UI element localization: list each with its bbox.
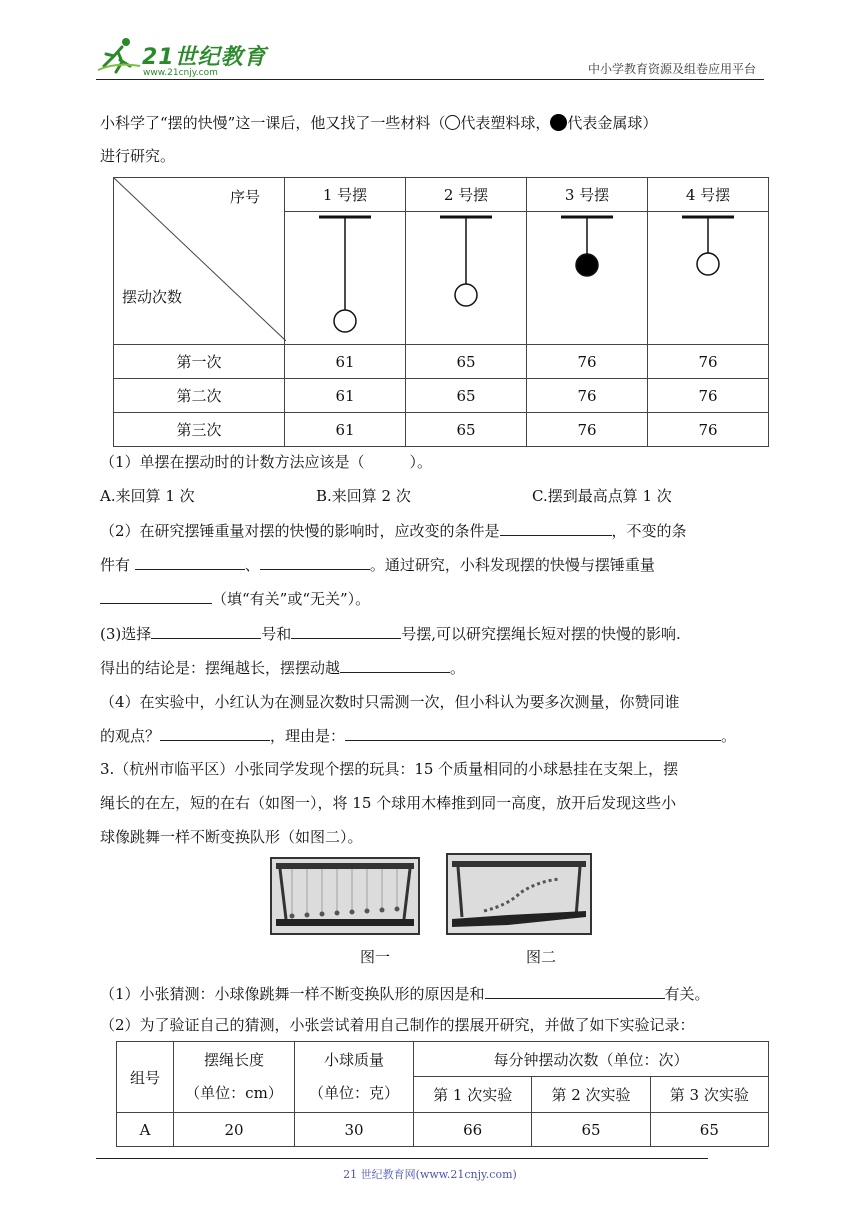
answer-blank[interactable] xyxy=(500,517,612,536)
metal-ball-icon xyxy=(550,114,567,131)
q3-text-b: 号和 xyxy=(261,625,292,643)
row-label: 第一次 xyxy=(114,345,285,379)
question-3 xyxy=(100,617,765,685)
figure-1-photo xyxy=(270,857,420,935)
answer-blank[interactable] xyxy=(345,722,721,741)
logo-text: 21世纪教育 xyxy=(142,45,267,70)
diagonal-line xyxy=(114,178,286,341)
cell-value: 76 xyxy=(527,413,648,447)
problem-3-question-1 xyxy=(100,980,780,1007)
trial-header: 第 1 次实验 xyxy=(414,1077,532,1113)
q2-text-a: （2）在研究摆锤重量对摆的快慢的影响时，应改变的条件是 xyxy=(100,522,500,540)
q3-text-e: 。 xyxy=(450,659,466,677)
intro-text-line2: 进行研究。 xyxy=(100,147,176,165)
mass-header-label: 小球质量 xyxy=(323,1051,384,1069)
group-cell: A xyxy=(117,1113,174,1147)
table-row xyxy=(114,413,769,447)
trial-cell: 65 xyxy=(650,1113,768,1147)
p3q1-text-a: （1）小张猜测：小球像跳舞一样不断变换队形的原因是和 xyxy=(100,985,485,1003)
runner-logo-icon xyxy=(96,36,142,76)
cell-value: 61 xyxy=(285,413,406,447)
q3-text-c: 号摆,可以研究摆绳长短对摆的快慢的影响. xyxy=(401,625,681,643)
pendulum-toy-dancing-image xyxy=(448,855,590,933)
trial-cell: 66 xyxy=(414,1113,532,1147)
answer-blank[interactable] xyxy=(151,620,261,639)
row-label: 第二次 xyxy=(114,379,285,413)
q2-text-d: 、 xyxy=(244,556,260,574)
trial-cell: 65 xyxy=(532,1113,650,1147)
question-1-option-b: B.来回算 2 次 xyxy=(316,487,411,505)
problem-3-line1: 3.（杭州市临平区）小张同学发现个摆的玩具：15 个质量相同的小球悬挂在支架上，摆 xyxy=(100,760,679,778)
figure-1-caption: 图一 xyxy=(360,948,391,966)
intro-text-a: 小科学了“摆的快慢”这一课后，他又找了一些材料（ xyxy=(100,114,446,132)
q2-text-b: ，不变的条 xyxy=(611,522,687,540)
q3-text-d: 得出的结论是：摆绳越长，摆摆动越 xyxy=(100,659,341,677)
experiment-record-table xyxy=(116,1041,769,1147)
table-corner-cell xyxy=(114,178,285,345)
column-header: 4 号摆 xyxy=(648,178,769,212)
length-header-unit: （单位：cm） xyxy=(185,1084,283,1102)
problem-3-line3: 球像跳舞一样不断变换队形（如图二）。 xyxy=(100,828,363,846)
length-header xyxy=(174,1042,295,1113)
answer-blank[interactable] xyxy=(260,551,370,570)
cell-value: 76 xyxy=(648,413,769,447)
intro-text-b: 代表塑料球， xyxy=(460,114,551,132)
table-row xyxy=(117,1113,769,1147)
cell-value: 65 xyxy=(406,379,527,413)
cell-value: 61 xyxy=(285,379,406,413)
column-header: 3 号摆 xyxy=(527,178,648,212)
answer-blank[interactable] xyxy=(340,654,450,673)
pendulum-2-diagram xyxy=(406,212,527,345)
pendulum-4-diagram xyxy=(648,212,769,345)
length-cell: 20 xyxy=(174,1113,295,1147)
row-label: 第三次 xyxy=(114,413,285,447)
cell-value: 65 xyxy=(406,345,527,379)
trial-header: 第 3 次实验 xyxy=(650,1077,768,1113)
length-header-label: 摆绳长度 xyxy=(203,1051,264,1069)
trial-header: 第 2 次实验 xyxy=(532,1077,650,1113)
q2-text-f: （填“有关”或“无关”）。 xyxy=(212,590,371,608)
answer-blank[interactable] xyxy=(291,620,401,639)
group-header: 组号 xyxy=(117,1042,174,1113)
intro-paragraph xyxy=(100,107,765,173)
problem-3-question-2 xyxy=(100,1012,780,1038)
cell-value: 61 xyxy=(285,345,406,379)
p3q2-text: （2）为了验证自己的猜测，小张尝试着用自己制作的摆展开研究，并做了如下实验记录： xyxy=(100,1016,695,1034)
mass-header xyxy=(295,1042,414,1113)
p3q1-text-b: 有关。 xyxy=(664,985,710,1003)
mass-header-unit: （单位：克） xyxy=(308,1084,399,1102)
cell-value: 65 xyxy=(406,413,527,447)
question-1-option-c: C.摆到最高点算 1 次 xyxy=(532,487,672,505)
cell-value: 76 xyxy=(527,379,648,413)
q3-text-a: (3)选择 xyxy=(100,625,152,643)
corner-top-label: 序号 xyxy=(230,188,261,206)
question-1 xyxy=(100,446,765,479)
q2-text-c: 件有 xyxy=(100,556,131,574)
pendulum-table xyxy=(113,177,769,447)
q4-text-b: 的观点？ xyxy=(100,727,161,745)
plastic-ball-icon xyxy=(445,115,460,130)
cell-value: 76 xyxy=(527,345,648,379)
table-row xyxy=(114,379,769,413)
cell-value: 76 xyxy=(648,379,769,413)
cell-value: 76 xyxy=(648,345,769,379)
header-divider xyxy=(96,79,764,80)
logo-url: www.21cnjy.com xyxy=(143,68,218,78)
question-1-option-a: A.来回算 1 次 xyxy=(100,487,195,505)
question-1-text: （1）单摆在摆动时的计数方法应该是（ ）。 xyxy=(100,453,433,471)
footer-divider xyxy=(96,1158,708,1159)
corner-bottom-label: 摆动次数 xyxy=(122,288,183,306)
problem-3-line2: 绳长的在左，短的在右（如图一），将 15 个球用木棒推到同一高度，放开后发现这些小 xyxy=(100,794,677,812)
pendulum-1-diagram xyxy=(285,212,406,345)
question-4 xyxy=(100,685,765,753)
answer-blank[interactable] xyxy=(100,585,212,604)
answer-blank[interactable] xyxy=(135,551,245,570)
figure-2-photo xyxy=(446,853,592,935)
problem-3-paragraph xyxy=(100,752,765,854)
answer-blank[interactable] xyxy=(160,722,270,741)
intro-text-c: 代表金属球） xyxy=(567,114,658,132)
table-row xyxy=(114,345,769,379)
pendulum-toy-image xyxy=(272,859,418,933)
footer-text: 21 世纪教育网(www.21cnjy.com) xyxy=(343,1168,517,1181)
header-platform-text: 中小学教育资源及组卷应用平台 xyxy=(587,62,756,76)
logo xyxy=(96,36,142,76)
q4-text-c: ，理由是： xyxy=(270,727,346,745)
q2-text-e: 。通过研究，小科发现摆的快慢与摆锤重量 xyxy=(369,556,655,574)
mass-cell: 30 xyxy=(295,1113,414,1147)
question-2 xyxy=(100,514,765,616)
q4-text-d: 。 xyxy=(721,727,737,745)
column-header: 1 号摆 xyxy=(285,178,406,212)
pendulum-3-diagram xyxy=(527,212,648,345)
q4-text-a: （4）在实验中，小红认为在测显次数时只需测一次，但小科认为要多次测量，你赞同谁 xyxy=(100,693,680,711)
swing-count-header: 每分钟摆动次数（单位：次） xyxy=(414,1042,769,1077)
figure-2-caption: 图二 xyxy=(526,948,557,966)
column-header: 2 号摆 xyxy=(406,178,527,212)
answer-blank[interactable] xyxy=(485,980,665,999)
